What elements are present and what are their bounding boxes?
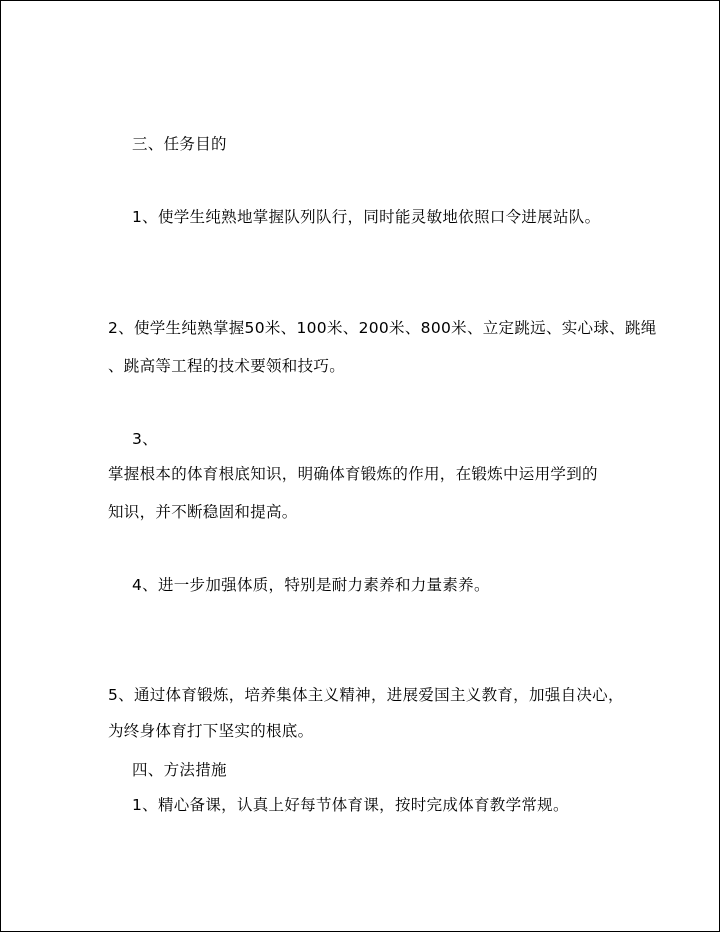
- objective-item-1: 1、使学生纯熟地掌握队列队行，同时能灵敏地依照口令进展站队。: [132, 208, 601, 226]
- section-4-heading: 四、方法措施: [132, 761, 227, 779]
- objective-item-5-line-1: 5、通过体育锻炼，培养集体主义精神，进展爱国主义教育，加强自决心，: [108, 686, 624, 704]
- method-item-1: 1、精心备课，认真上好每节体育课，按时完成体育教学常规。: [132, 796, 569, 814]
- objective-item-4: 4、进一步加强体质，特别是耐力素养和力量素养。: [132, 576, 490, 594]
- objective-item-3-number: 3、: [132, 430, 158, 448]
- objective-item-5-line-2: 为终身体育打下坚实的根底。: [108, 722, 314, 740]
- objective-item-3-line-2: 知识，并不断稳固和提高。: [108, 503, 298, 521]
- objective-item-2-line-2: 、跳高等工程的技术要领和技巧。: [108, 357, 346, 375]
- objective-item-3-line-1: 掌握根本的体育根底知识，明确体育锻炼的作用，在锻炼中运用学到的: [108, 465, 598, 483]
- objective-item-2-line-1: 2、使学生纯熟掌握50米、100米、200米、800米、立定跳远、实心球、跳绳: [108, 319, 657, 337]
- section-3-heading: 三、任务目的: [132, 135, 227, 153]
